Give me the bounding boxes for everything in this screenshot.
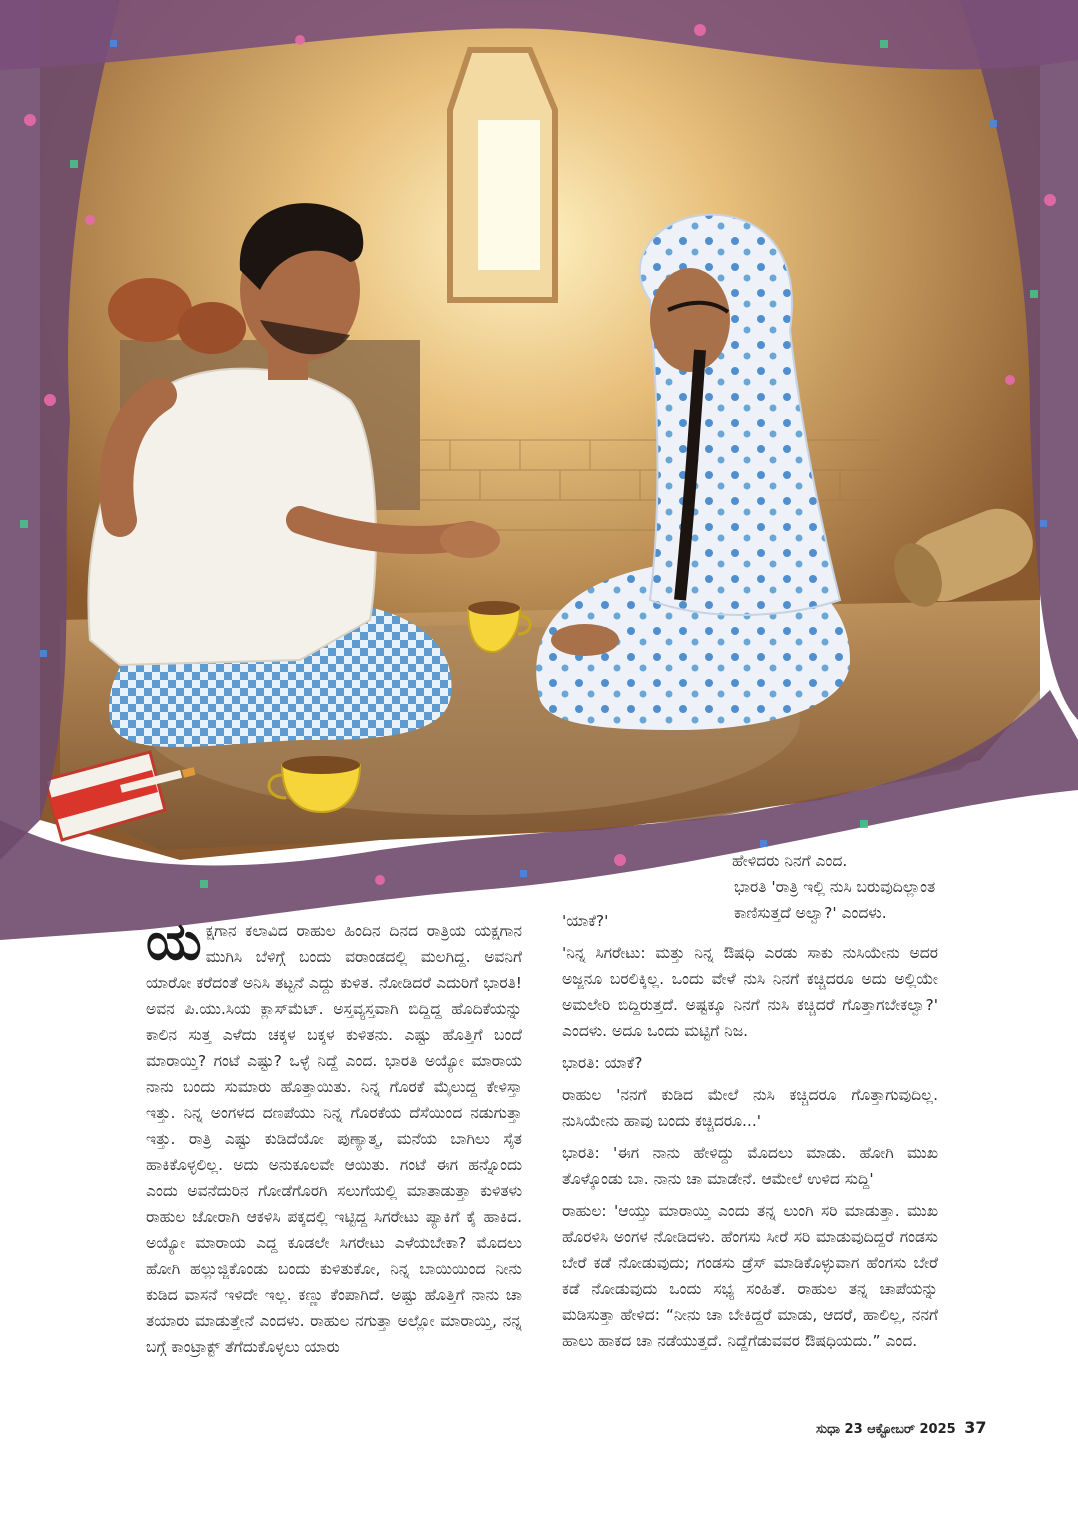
paragraph: 'ಯಾಕೆ?' [562, 912, 609, 930]
window [450, 50, 555, 300]
paragraph: ಹೇಳಿದರು ನಿನಗೆ ಎಂದ. [732, 852, 848, 870]
page-number: 37 [964, 1418, 987, 1437]
page-footer [816, 1418, 987, 1437]
paragraph: ರಾಹುಲ 'ನನಗೆ ಕುಡಿದ ಮೇಲೆ ನುಸಿ ಕಚ್ಚಿದರೂ ಗೊತ್ತಾಗುವುದಿಲ್ಲ. ನುಸಿಯೇನು ಹಾವು ಬಂದು ಕಚ್ಚಿದರೂ...' [562, 1086, 938, 1130]
article-column-right [562, 908, 938, 1360]
paragraph: 'ನಿನ್ನ ಸಿಗರೇಟು: ಮತ್ತು ನಿನ್ನ ಔಷಧಿ ಎರಡು ಸಾಕು ನುಸಿಯೇನು ಅದರ ಅಜ್ಜನೂ ಬರಲಿಕ್ಕಿಲ್ಲ. ಒಂದು ವೇಳೆ ನುಸಿ ನಿನಗೆ ಕಚ್ಚಿದರೂ ಅದು ಅಲ್ಲಿಯೇ ಅಮಲೇರಿ ಬಿದ್ದಿರುತ್ತದೆ. ಅಷ್ಟಕ್ಕೂ ನಿನಗೆ ನುಸಿ ಕಚ್ಚಿದರೆ ಗೊತ್ತಾಗಬೇಕಲ್ವಾ?' ಎಂದಳು. ಅದೂ ಒಂದು ಮಟ್ಟಿಗೆ ನಿಜ. [562, 944, 938, 1040]
paragraph: ಭಾರತಿ: ಯಾಕೆ? [562, 1054, 643, 1072]
article-column-left [146, 911, 522, 1366]
paragraph-text: ಕ್ಷಗಾನ ಕಲಾವಿದ ರಾಹುಲ ಹಿಂದಿನ ದಿನದ ರಾತ್ರಿಯ ಯಕ್ಷಗಾನ ಮುಗಿಸಿ ಬೆಳಿಗ್ಗೆ ಬಂದು ವರಾಂಡದಲ್ಲಿ ಮಲಗಿದ್ದ. ಅವನಿಗೆ ಯಾರೋ ಕರೆದಂತೆ ಅನಿಸಿ ತಟ್ಟನೆ ಎದ್ದು ಕುಳಿತ. ನೋಡಿದರೆ ಎದುರಿಗೆ ಭಾರತಿ! ಅವನ ಪಿ.ಯು.ಸಿಯ ಕ್ಲಾಸ್‌ಮೆಟ್. ಅಸ್ತವ್ಯಸ್ತವಾಗಿ ಬಿದ್ದಿದ್ದ ಹೊದಿಕೆಯನ್ನು ಕಾಲಿನ ಸುತ್ತ ಎಳೆದು ಚಕ್ಕಳ ಬಕ್ಕಳ ಕುಳಿತನು. ಎಷ್ಟು ಹೊತ್ತಿಗೆ ಬಂದೆ ಮಾರಾಯ್ತಿ? ಗಂಟೆ ಎಷ್ಟು? ಒಳ್ಳೆ ನಿದ್ದೆ ಎಂದ. ಭಾರತಿ ಅಯ್ಯೋ ಮಾರಾಯ ನಾನು ಬಂದು ಸುಮಾರು ಹೊತ್ತಾಯಿತು. ನಿನ್ನ ಗೊರಕೆ ಮೈಲುದ್ದ ಕೇಳಿಸ್ತಾ ಇತ್ತು. ನಿನ್ನ ಅಂಗಳದ ದಣಪೆಯು ನಿನ್ನ ಗೊರಕೆಯ ದೆಸೆಯಿಂದ ನಡುಗುತ್ತಾ ಇತ್ತು. ರಾತ್ರಿ ಎಷ್ಟು ಕುಡಿದೆಯೋ ಪುಣ್ಯಾತ್ಮ, ಮನೆಯ ಬಾಗಿಲು ಸೈತ ಹಾಕಿಕೊಳ್ಳಲಿಲ್ಲ. ಅದು ಅನುಕೂಲವೇ ಆಯಿತು. ಗಂಟೆ ಈಗ ಹನ್ನೊಂದು ಎಂದು ಅವನೆದುರಿನ ಗೋಡೆಗೊರಗಿ ಸಲುಗೆಯಲ್ಲಿ ಮಾತಾಡುತ್ತಾ ಕುಳಿತಳು ರಾಹುಲ ಜೋರಾಗಿ ಆಕಳಿಸಿ ಪಕ್ಕದಲ್ಲಿ ಇಟ್ಟಿದ್ದ ಸಿಗರೇಟು ಪ್ಯಾಕಿಗೆ ಕೈ ಹಾಕಿದ. ಅಯ್ಯೋ ಮಾರಾಯ ಎದ್ದ ಕೂಡಲೇ ಸಿಗರೇಟು ಎಳೆಯಬೇಕಾ? ಮೊದಲು ಹೋಗಿ ಹಲ್ಲುಜ್ಜಿಕೊಂಡು ಬಂದು ಕುಳಿತುಕೋ, ನಿನ್ನ ಬಾಯಿಯಿಂದ ನೀನು ಕುಡಿದ ವಾಸನೆ ಇಳಿದೇ ಇಲ್ಲ. ಕಣ್ಣು ಕೆಂಪಾಗಿದೆ. ಅಷ್ಟು ಹೊತ್ತಿಗೆ ನಾನು ಚಾ ತಯಾರು ಮಾಡುತ್ತೇನೆ ಎಂದಳು. ರಾಹುಲ ನಗುತ್ತಾ ಅಲ್ಲೋ ಮಾರಾಯ್ತಿ, ನನ್ನ ಬಗ್ಗೆ ಕಾಂಟ್ರಾಕ್ಟ್ ತೆಗೆದುಕೊಳ್ಳಲು ಯಾರು [146, 922, 522, 1356]
paragraph: ರಾಹುಲ: 'ಆಯ್ತು ಮಾರಾಯ್ತಿ ಎಂದು ತನ್ನ ಲುಂಗಿ ಸರಿ ಮಾಡುತ್ತಾ. ಮುಖ ಹೊರಳಿಸಿ ಅಂಗಳ ನೋಡಿದಳು. ಹೆಂಗಸು ಸೀರೆ ಸರಿ ಮಾಡುವುದಿದ್ದರೆ ಗಂಡಸು ಬೇರೆ ಕಡೆ ನೋಡುವುದು; ಗಂಡಸು ಡ್ರೆಸ್ ಮಾಡಿಕೊಳ್ಳುವಾಗ ಹೆಂಗಸು ಬೇರೆ ಕಡೆ ನೋಡುವುದು ಒಂದು ಸಭ್ಯ ಸಂಹಿತೆ. ರಾಹುಲ ತನ್ನ ಚಾಪೆಯನ್ನು ಮಡಿಸುತ್ತಾ ಹೇಳಿದ: “ನೀನು ಚಾ ಬೇಕಿದ್ದರೆ ಮಾಡು, ಆದರೆ, ಹಾಲಿಲ್ಲ, ನನಗೆ ಹಾಲು ಹಾಕದ ಚಾ ನಡೆಯುತ್ತದೆ. ನಿದ್ದೆಗೆಡುವವರ ಔಷಧಿಯದು.” ಎಂದ. [562, 1202, 938, 1350]
paragraph: ಭಾರತಿ: 'ಈಗ ನಾನು ಹೇಳಿದ್ದು ಮೊದಲು ಮಾಡು. ಹೋಗಿ ಮುಖ ತೊಳ್ಕೊಂಡು ಬಾ. ನಾನು ಚಾ ಮಾಡೇನೆ. ಆಮೇಲೆ ಉಳಿದ ಸುದ್ದಿ' [562, 1144, 938, 1188]
paragraph: ಭಾರತಿ 'ರಾತ್ರಿ ಇಲ್ಲಿ ನುಸಿ ಬರುವುದಿಲ್ಲಾಂತ ಕಾಣಿಸುತ್ತದೆ ಅಲ್ವಾ?' ಎಂದಳು. [734, 878, 936, 922]
paragraph [146, 911, 522, 1360]
drop-cap: ಯ [146, 911, 202, 972]
magazine-date: ಸುಧಾ 23 ಆಕ್ಟೋಬರ್ 2025 [816, 1422, 956, 1437]
